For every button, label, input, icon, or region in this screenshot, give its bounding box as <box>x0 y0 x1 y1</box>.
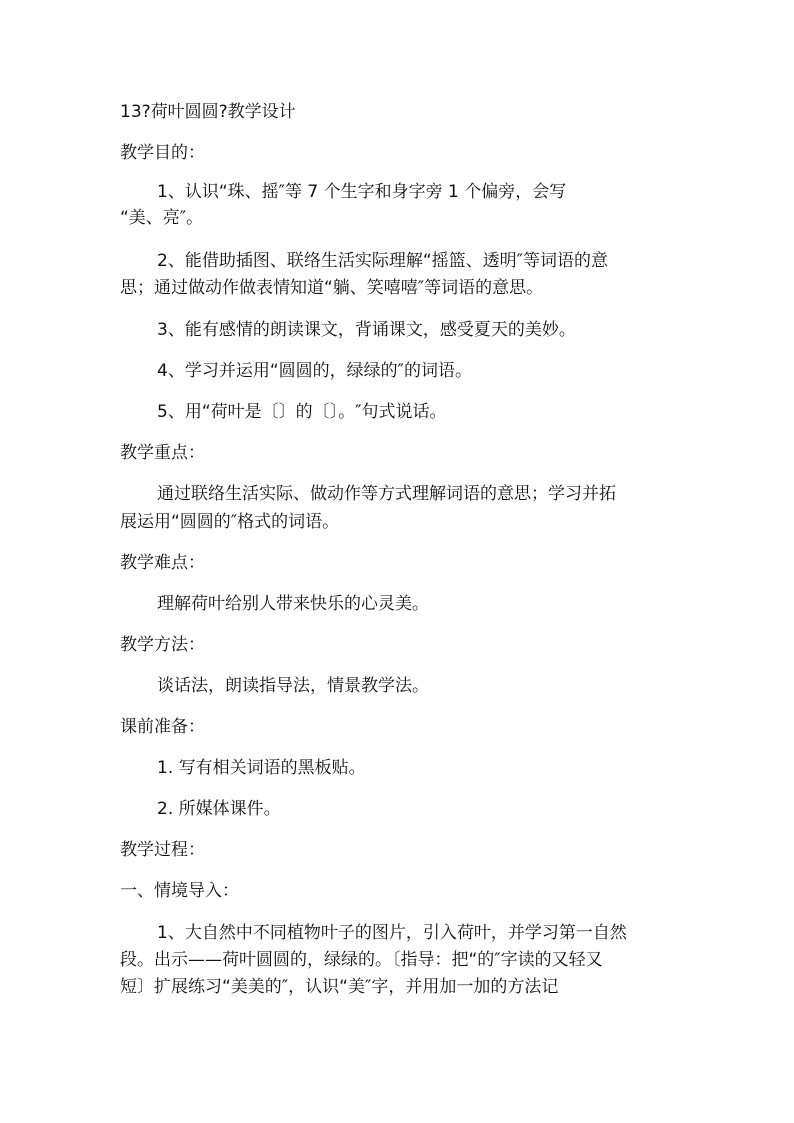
process-paragraph-1-line-2: 段。出示——荷叶圆圆的，绿绿的。〔指导：把“的″字读的又轻又 <box>120 950 603 970</box>
preparation-heading: 课前准备： <box>120 717 205 737</box>
section-1-heading: 一、情境导入： <box>120 881 239 901</box>
objective-1-line-1: 1、认识“珠、摇″等 7 个生字和身字旁 1 个偏旁，会写 <box>157 182 567 202</box>
objective-2-line-1: 2、能借助插图、联络生活实际理解“摇篮、透明″等词语的意 <box>157 251 608 271</box>
key-points-line-2: 展运用“圆圆的″格式的词语。 <box>120 512 340 532</box>
document-title: 13?荷叶圆圆?教学设计 <box>120 102 296 122</box>
process-paragraph-1-line-3: 短〕扩展练习“美美的″，认识“美″字，并用加一加的方法记 <box>120 977 559 997</box>
objectives-heading: 教学目的： <box>120 143 205 163</box>
preparation-item-1: 1. 写有相关词语的黑板贴。 <box>157 758 366 778</box>
methods-text: 谈话法，朗读指导法，情景教学法。 <box>157 676 429 696</box>
methods-heading: 教学方法： <box>120 635 205 655</box>
difficulty-heading: 教学难点： <box>120 553 205 573</box>
objective-5: 5、用“荷叶是〔〕的〔〕。″句式说话。 <box>157 402 447 422</box>
key-points-heading: 教学重点： <box>120 443 205 463</box>
key-points-line-1: 通过联络生活实际、做动作等方式理解词语的意思；学习并拓 <box>157 484 616 504</box>
process-heading: 教学过程： <box>120 840 205 860</box>
objective-2-line-2: 思；通过做动作做表情知道“躺、笑嘻嘻″等词语的意思。 <box>120 278 544 298</box>
objective-3: 3、能有感情的朗读课文，背诵课文，感受夏天的美妙。 <box>157 320 576 340</box>
process-paragraph-1-line-1: 1、大自然中不同植物叶子的图片，引入荷叶，并学习第一自然 <box>157 923 627 943</box>
objective-4: 4、学习并运用“圆圆的，绿绿的″的词语。 <box>157 361 472 381</box>
objective-1-line-2: “美、亮″。 <box>120 208 204 228</box>
preparation-item-2: 2. 所媒体课件。 <box>157 799 281 819</box>
difficulty-text: 理解荷叶给别人带来快乐的心灵美。 <box>157 594 429 614</box>
